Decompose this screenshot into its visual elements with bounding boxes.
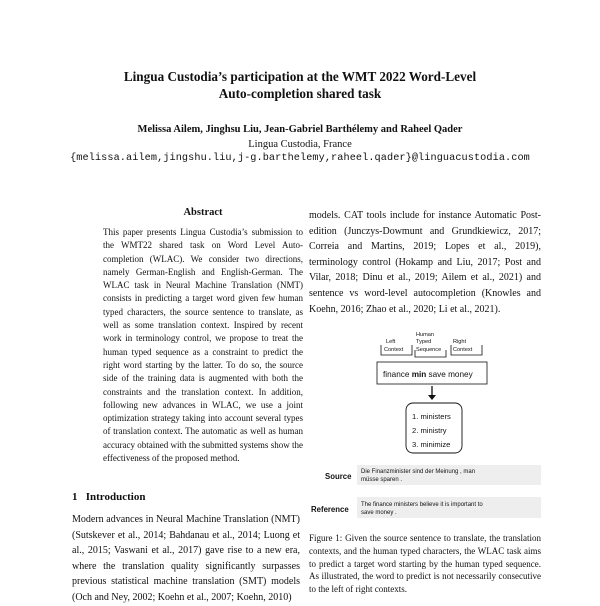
- reference-line-2: save money .: [361, 510, 397, 516]
- introduction-text: Modern advances in Neural Machine Translation (NMT) (Sutskever et al., 2014; Bahdanau et al., 2014; Luong et al., 2015; Vaswani et al., 2017) gave rise to a new era, where the translation quality significantly surpasses previous statistical machine translation (SMT) models (Och and Ney, 2002; Koehn et al., 2007; Koehn, 2010): [72, 514, 300, 603]
- candidate-1: 1. ministers: [412, 412, 451, 421]
- section-number: 1: [72, 491, 78, 503]
- right-column-text: models. CAT tools include for instance Automatic Post-edition (Junczys-Dowmunt and Grundkiewicz, 2017; Correia and Martins, 2019; Lopes et al., 2019), terminology control (Hokamp and Liu, 2017; Post and Vilar, 2018; Dinu et al., 2019; Ailem et al., 2021) and sentence vs word-level autocompletion (Knowles and Koehn, 2016; Zhao et al., 2020; Li et al., 2021).: [309, 210, 541, 315]
- abstract-heading: Abstract: [183, 207, 223, 218]
- title-line-1: Lingua Custodia’s participation at the WMT 2022 Word-Level: [123, 69, 477, 84]
- arrow-head-icon: [428, 395, 436, 400]
- paper-title: [60, 68, 540, 102]
- target-sentence: finance min save money: [383, 370, 473, 379]
- label-right: Right: [453, 339, 467, 345]
- candidate-2: 2. ministry: [412, 426, 447, 435]
- label-left: Left: [386, 339, 396, 345]
- candidate-3: 3. minimize: [412, 440, 451, 449]
- section-heading-introduction: [72, 491, 145, 503]
- source-line-2: müsse sparen .: [361, 477, 403, 483]
- label-typed-3: Sequence: [416, 347, 442, 353]
- label-typed: Human: [416, 332, 435, 338]
- label-right-2: Context: [453, 347, 473, 353]
- source-line-1: Die Finanzminister sind der Meinung , man: [361, 469, 476, 475]
- reference-line-1: The finance ministers believe it is important to: [361, 502, 483, 508]
- reference-label: Reference: [311, 505, 349, 514]
- affiliation: Lingua Custodia, France: [248, 139, 352, 150]
- author-list: Melissa Ailem, Jinghsu Liu, Jean-Gabriel Barthélemy and Raheel Qader: [137, 124, 463, 135]
- label-left-2: Context: [384, 347, 404, 353]
- figure-caption: Figure 1: Given the source sentence to translate, the translation contexts, and the human typed characters, the WLAC task aims to predict a target word starting by the human typed sequence. As illustrated, the word to predict is not necessarily consecutive to the left of right contexts.: [309, 533, 541, 595]
- title-line-2: Auto-completion shared task: [218, 86, 382, 101]
- author-emails: {melissa.ailem,jingshu.liu,j-g.barthelemy,raheel.qader}@linguacustodia.com: [70, 153, 530, 164]
- label-typed-2: Typed: [416, 339, 432, 345]
- source-label: Source: [325, 472, 352, 481]
- section-title: Introduction: [85, 491, 146, 503]
- figure-1: [309, 300, 541, 525]
- abstract-text: This paper presents Lingua Custodia’s submission to the WMT22 shared task on Word Level Auto-completion (WLAC). We consider two directions, namely German-English and English-German. The WLAC task in Neural Machine Translation (NMT) consists in predicting a target word given few human typed characters, the source sentence to translate, as well as some translation context. Inspired by recent work in terminology control, we propose to treat the human typed sequence as a constraint to predict the right word starting by the latter. To do so, the source side of the training data is augmented with both the constraints and the translation context. In addition, following new advances in WLAC, we use a joint optimization strategy taking into account several types of translation context. The automatic as well as human accuracy obtained with the submitted systems show the effectiveness of the proposed method.: [103, 227, 303, 464]
